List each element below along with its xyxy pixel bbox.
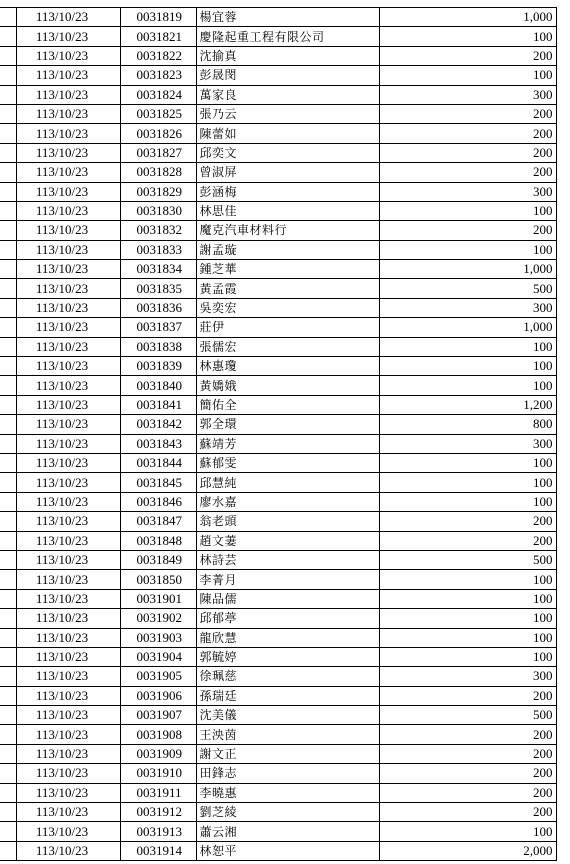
amount-cell: 500 (379, 279, 556, 298)
table-row (0, 589, 556, 608)
date-cell: 113/10/23 (16, 628, 120, 647)
amount-cell: 100 (379, 337, 556, 356)
amount-cell: 200 (379, 221, 556, 240)
row-blank-cell (0, 531, 16, 550)
row-blank-cell (0, 221, 16, 240)
date-cell: 113/10/23 (16, 221, 120, 240)
donor-name-cell: 鍾芝華 (196, 260, 379, 279)
receipt-number-cell: 0031828 (120, 163, 196, 182)
row-blank-cell (0, 647, 16, 666)
date-cell: 113/10/23 (16, 589, 120, 608)
amount-cell: 300 (379, 298, 556, 317)
receipt-number-cell: 0031822 (120, 46, 196, 65)
row-blank-cell (0, 453, 16, 472)
table-row (0, 221, 556, 240)
table-row (0, 357, 556, 376)
row-blank-cell (0, 124, 16, 143)
row-blank-cell (0, 27, 16, 46)
receipt-number-cell: 0031823 (120, 66, 196, 85)
date-cell: 113/10/23 (16, 357, 120, 376)
amount-cell: 200 (379, 163, 556, 182)
date-cell: 113/10/23 (16, 415, 120, 434)
receipt-number-cell: 0031844 (120, 453, 196, 472)
amount-cell: 100 (379, 492, 556, 511)
donor-name-cell: 李曉惠 (196, 783, 379, 802)
amount-cell: 200 (379, 531, 556, 550)
row-blank-cell (0, 143, 16, 162)
table-row (0, 803, 556, 822)
amount-cell: 500 (379, 550, 556, 569)
amount-cell: 200 (379, 725, 556, 744)
row-blank-cell (0, 201, 16, 220)
row-blank-cell (0, 667, 16, 686)
row-blank-cell (0, 46, 16, 65)
receipt-number-cell: 0031825 (120, 104, 196, 123)
date-cell: 113/10/23 (16, 298, 120, 317)
receipt-number-cell: 0031826 (120, 124, 196, 143)
date-cell: 113/10/23 (16, 570, 120, 589)
row-blank-cell (0, 85, 16, 104)
date-cell: 113/10/23 (16, 744, 120, 763)
donor-name-cell: 曾淑屏 (196, 163, 379, 182)
table-row (0, 473, 556, 492)
row-blank-cell (0, 260, 16, 279)
date-cell: 113/10/23 (16, 201, 120, 220)
table-row (0, 744, 556, 763)
donor-name-cell: 萬家良 (196, 85, 379, 104)
amount-cell: 100 (379, 240, 556, 259)
receipt-number-cell: 0031829 (120, 182, 196, 201)
donor-name-cell: 魔克汽車材料行 (196, 221, 379, 240)
amount-cell: 100 (379, 628, 556, 647)
date-cell: 113/10/23 (16, 182, 120, 201)
amount-cell: 100 (379, 201, 556, 220)
date-cell: 113/10/23 (16, 609, 120, 628)
donor-name-cell: 廖水嘉 (196, 492, 379, 511)
date-cell: 113/10/23 (16, 376, 120, 395)
donor-name-cell: 徐珮慈 (196, 667, 379, 686)
receipt-number-cell: 0031842 (120, 415, 196, 434)
table-row (0, 512, 556, 531)
donor-name-cell: 蕭云湘 (196, 822, 379, 841)
donor-name-cell: 林惠瓊 (196, 357, 379, 376)
amount-cell: 100 (379, 453, 556, 472)
amount-cell: 200 (379, 803, 556, 822)
date-cell: 113/10/23 (16, 706, 120, 725)
table-row (0, 667, 556, 686)
row-blank-cell (0, 841, 16, 860)
donor-name-cell: 林詩芸 (196, 550, 379, 569)
donor-name-cell: 林恕平 (196, 841, 379, 860)
donor-name-cell: 沈美儀 (196, 706, 379, 725)
amount-cell: 800 (379, 415, 556, 434)
row-blank-cell (0, 8, 16, 27)
date-cell: 113/10/23 (16, 550, 120, 569)
row-blank-cell (0, 744, 16, 763)
table-row (0, 318, 556, 337)
receipt-number-cell: 0031846 (120, 492, 196, 511)
donor-name-cell: 謝文正 (196, 744, 379, 763)
row-blank-cell (0, 550, 16, 569)
amount-cell: 300 (379, 182, 556, 201)
table-row (0, 492, 556, 511)
receipt-number-cell: 0031827 (120, 143, 196, 162)
date-cell: 113/10/23 (16, 822, 120, 841)
date-cell: 113/10/23 (16, 260, 120, 279)
table-row (0, 260, 556, 279)
row-blank-cell (0, 337, 16, 356)
donor-name-cell: 莊伊 (196, 318, 379, 337)
donor-name-cell: 蘇郁雯 (196, 453, 379, 472)
donor-name-cell: 邱奕文 (196, 143, 379, 162)
date-cell: 113/10/23 (16, 764, 120, 783)
receipt-number-cell: 0031835 (120, 279, 196, 298)
table-row (0, 686, 556, 705)
date-cell: 113/10/23 (16, 46, 120, 65)
row-blank-cell (0, 609, 16, 628)
date-cell: 113/10/23 (16, 85, 120, 104)
receipt-number-cell: 0031830 (120, 201, 196, 220)
date-cell: 113/10/23 (16, 841, 120, 860)
receipt-number-cell: 0031913 (120, 822, 196, 841)
receipt-number-cell: 0031839 (120, 357, 196, 376)
date-cell: 113/10/23 (16, 434, 120, 453)
amount-cell: 100 (379, 589, 556, 608)
table-row (0, 725, 556, 744)
amount-cell: 2,000 (379, 841, 556, 860)
receipt-number-cell: 0031821 (120, 27, 196, 46)
row-blank-cell (0, 357, 16, 376)
amount-cell: 200 (379, 104, 556, 123)
row-blank-cell (0, 473, 16, 492)
date-cell: 113/10/23 (16, 124, 120, 143)
donor-name-cell: 龍欣慧 (196, 628, 379, 647)
donor-name-cell: 楊宜蓉 (196, 8, 379, 27)
receipt-number-cell: 0031906 (120, 686, 196, 705)
amount-cell: 200 (379, 143, 556, 162)
row-blank-cell (0, 803, 16, 822)
donor-name-cell: 彭涵梅 (196, 182, 379, 201)
row-blank-cell (0, 104, 16, 123)
table-row (0, 66, 556, 85)
donation-table-body (0, 8, 556, 861)
date-cell: 113/10/23 (16, 647, 120, 666)
receipt-number-cell: 0031911 (120, 783, 196, 802)
table-row (0, 783, 556, 802)
date-cell: 113/10/23 (16, 725, 120, 744)
table-row (0, 8, 556, 27)
receipt-number-cell: 0031834 (120, 260, 196, 279)
table-row (0, 27, 556, 46)
donor-name-cell: 黃孟霞 (196, 279, 379, 298)
receipt-number-cell: 0031910 (120, 764, 196, 783)
receipt-number-cell: 0031904 (120, 647, 196, 666)
amount-cell: 100 (379, 357, 556, 376)
receipt-number-cell: 0031837 (120, 318, 196, 337)
receipt-number-cell: 0031907 (120, 706, 196, 725)
table-row (0, 201, 556, 220)
donor-name-cell: 翁老頭 (196, 512, 379, 531)
amount-cell: 500 (379, 706, 556, 725)
table-row (0, 706, 556, 725)
donor-name-cell: 劉芝綾 (196, 803, 379, 822)
date-cell: 113/10/23 (16, 337, 120, 356)
donor-name-cell: 王泱茵 (196, 725, 379, 744)
donor-name-cell: 慶隆起重工程有限公司 (196, 27, 379, 46)
table-row (0, 628, 556, 647)
amount-cell: 300 (379, 667, 556, 686)
donor-name-cell: 陳品儒 (196, 589, 379, 608)
donor-name-cell: 邱慧純 (196, 473, 379, 492)
receipt-number-cell: 0031819 (120, 8, 196, 27)
receipt-number-cell: 0031838 (120, 337, 196, 356)
donor-name-cell: 吳奕宏 (196, 298, 379, 317)
donor-name-cell: 李菁月 (196, 570, 379, 589)
amount-cell: 1,000 (379, 8, 556, 27)
table-row (0, 337, 556, 356)
date-cell: 113/10/23 (16, 8, 120, 27)
receipt-number-cell: 0031914 (120, 841, 196, 860)
table-row (0, 841, 556, 860)
amount-cell: 300 (379, 434, 556, 453)
receipt-number-cell: 0031905 (120, 667, 196, 686)
donor-name-cell: 田鋒志 (196, 764, 379, 783)
receipt-number-cell: 0031903 (120, 628, 196, 647)
amount-cell: 1,000 (379, 318, 556, 337)
amount-cell: 1,200 (379, 395, 556, 414)
receipt-number-cell: 0031845 (120, 473, 196, 492)
date-cell: 113/10/23 (16, 27, 120, 46)
date-cell: 113/10/23 (16, 163, 120, 182)
row-blank-cell (0, 298, 16, 317)
row-blank-cell (0, 725, 16, 744)
donor-name-cell: 張儒宏 (196, 337, 379, 356)
date-cell: 113/10/23 (16, 667, 120, 686)
row-blank-cell (0, 163, 16, 182)
row-blank-cell (0, 783, 16, 802)
row-blank-cell (0, 415, 16, 434)
donor-name-cell: 孫瑞廷 (196, 686, 379, 705)
donation-table (0, 7, 557, 861)
amount-cell: 100 (379, 822, 556, 841)
amount-cell: 100 (379, 27, 556, 46)
table-row (0, 298, 556, 317)
date-cell: 113/10/23 (16, 104, 120, 123)
receipt-number-cell: 0031912 (120, 803, 196, 822)
date-cell: 113/10/23 (16, 686, 120, 705)
receipt-number-cell: 0031841 (120, 395, 196, 414)
table-row (0, 46, 556, 65)
amount-cell: 100 (379, 609, 556, 628)
table-row (0, 143, 556, 162)
table-row (0, 163, 556, 182)
receipt-number-cell: 0031833 (120, 240, 196, 259)
table-row (0, 550, 556, 569)
date-cell: 113/10/23 (16, 279, 120, 298)
date-cell: 113/10/23 (16, 66, 120, 85)
receipt-number-cell: 0031908 (120, 725, 196, 744)
table-row (0, 415, 556, 434)
receipt-number-cell: 0031909 (120, 744, 196, 763)
row-blank-cell (0, 589, 16, 608)
table-row (0, 279, 556, 298)
donor-name-cell: 謝孟璇 (196, 240, 379, 259)
date-cell: 113/10/23 (16, 783, 120, 802)
date-cell: 113/10/23 (16, 531, 120, 550)
table-row (0, 182, 556, 201)
date-cell: 113/10/23 (16, 803, 120, 822)
row-blank-cell (0, 570, 16, 589)
table-row (0, 609, 556, 628)
amount-cell: 100 (379, 473, 556, 492)
donor-name-cell: 陳蕾如 (196, 124, 379, 143)
date-cell: 113/10/23 (16, 143, 120, 162)
donor-name-cell: 沈揄真 (196, 46, 379, 65)
donor-name-cell: 林思佳 (196, 201, 379, 220)
date-cell: 113/10/23 (16, 492, 120, 511)
donor-name-cell: 郭全環 (196, 415, 379, 434)
row-blank-cell (0, 182, 16, 201)
receipt-number-cell: 0031849 (120, 550, 196, 569)
amount-cell: 100 (379, 647, 556, 666)
receipt-number-cell: 0031848 (120, 531, 196, 550)
amount-cell: 200 (379, 744, 556, 763)
receipt-number-cell: 0031901 (120, 589, 196, 608)
table-row (0, 104, 556, 123)
date-cell: 113/10/23 (16, 318, 120, 337)
table-row (0, 395, 556, 414)
row-blank-cell (0, 434, 16, 453)
table-row (0, 124, 556, 143)
receipt-number-cell: 0031850 (120, 570, 196, 589)
date-cell: 113/10/23 (16, 512, 120, 531)
receipt-number-cell: 0031836 (120, 298, 196, 317)
row-blank-cell (0, 279, 16, 298)
amount-cell: 200 (379, 46, 556, 65)
donor-name-cell: 郭毓婷 (196, 647, 379, 666)
row-blank-cell (0, 395, 16, 414)
row-blank-cell (0, 512, 16, 531)
donor-name-cell: 黃嬌娥 (196, 376, 379, 395)
row-blank-cell (0, 822, 16, 841)
row-blank-cell (0, 492, 16, 511)
amount-cell: 100 (379, 570, 556, 589)
row-blank-cell (0, 66, 16, 85)
amount-cell: 200 (379, 686, 556, 705)
table-row (0, 570, 556, 589)
date-cell: 113/10/23 (16, 453, 120, 472)
donor-name-cell: 彭晟閔 (196, 66, 379, 85)
row-blank-cell (0, 706, 16, 725)
table-row (0, 434, 556, 453)
receipt-number-cell: 0031902 (120, 609, 196, 628)
table-row (0, 822, 556, 841)
table-row (0, 85, 556, 104)
row-blank-cell (0, 686, 16, 705)
donor-name-cell: 蘇靖芳 (196, 434, 379, 453)
donor-name-cell: 邱郁葶 (196, 609, 379, 628)
amount-cell: 200 (379, 783, 556, 802)
receipt-number-cell: 0031847 (120, 512, 196, 531)
amount-cell: 100 (379, 376, 556, 395)
receipt-number-cell: 0031824 (120, 85, 196, 104)
amount-cell: 200 (379, 512, 556, 531)
receipt-number-cell: 0031832 (120, 221, 196, 240)
amount-cell: 100 (379, 66, 556, 85)
table-row (0, 240, 556, 259)
date-cell: 113/10/23 (16, 240, 120, 259)
amount-cell: 200 (379, 124, 556, 143)
donor-name-cell: 趙文萋 (196, 531, 379, 550)
receipt-number-cell: 0031840 (120, 376, 196, 395)
receipt-number-cell: 0031843 (120, 434, 196, 453)
row-blank-cell (0, 240, 16, 259)
amount-cell: 300 (379, 85, 556, 104)
amount-cell: 200 (379, 764, 556, 783)
table-row (0, 453, 556, 472)
date-cell: 113/10/23 (16, 473, 120, 492)
donor-name-cell: 張乃云 (196, 104, 379, 123)
table-row (0, 764, 556, 783)
row-blank-cell (0, 764, 16, 783)
amount-cell: 1,000 (379, 260, 556, 279)
table-row (0, 531, 556, 550)
row-blank-cell (0, 318, 16, 337)
date-cell: 113/10/23 (16, 395, 120, 414)
row-blank-cell (0, 628, 16, 647)
donor-name-cell: 簡佑全 (196, 395, 379, 414)
table-row (0, 376, 556, 395)
row-blank-cell (0, 376, 16, 395)
table-row (0, 647, 556, 666)
